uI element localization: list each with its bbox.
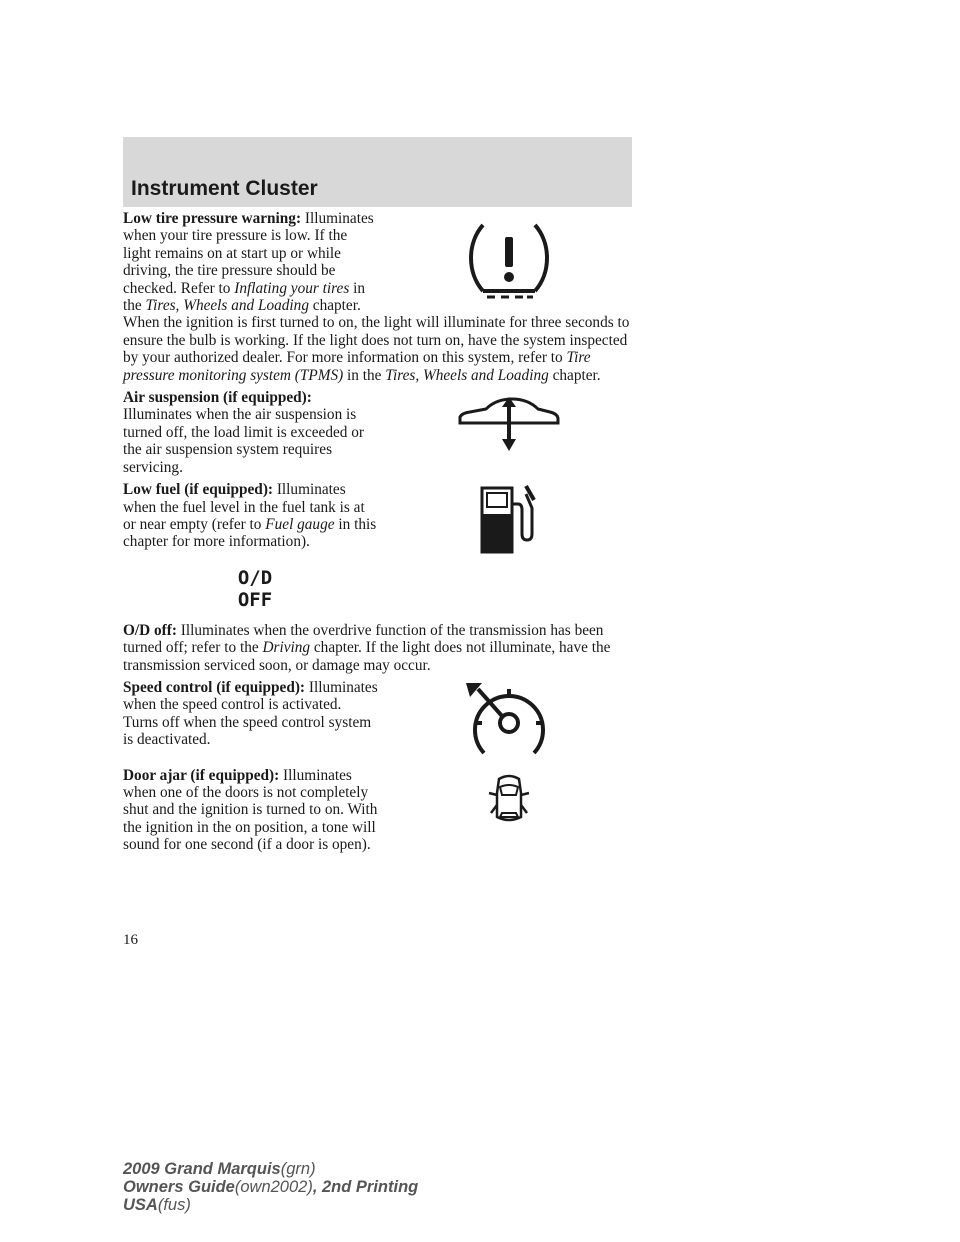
fuel-pump-icon (386, 481, 632, 559)
cross-reference: Driving (262, 639, 311, 657)
section-body: Illuminates when one of the doors is not completely shut and the ignition is turned to on. With the ignition in the on position, a tone will sound for one second (if a door is open). (123, 766, 378, 854)
footer-guide-code: (own2002) (234, 1178, 313, 1196)
section-body: chapter. (548, 366, 601, 384)
section-body: Illuminates when the fuel level in the fuel tank is at or near empty (refer to (123, 481, 365, 533)
footer-model-code: (grn) (280, 1160, 316, 1178)
cross-reference: Tires, Wheels and Loading (385, 366, 549, 384)
section-body: Illuminates when the overdrive function of the transmission has been turned off; refer to the (123, 621, 604, 657)
od-off-icon-line1: O/D (237, 566, 273, 589)
section-door-ajar (123, 767, 632, 854)
footer-line-2 (123, 1178, 418, 1196)
section-speed-control (123, 679, 632, 749)
section-air-suspension (123, 389, 632, 476)
section-low-fuel (123, 481, 632, 551)
od-off-icon-line2: OFF (237, 588, 273, 611)
section-heading: Low tire pressure warning: (123, 210, 302, 227)
section-body: Illuminates when the air suspension is turned off, the load limit is exceeded or the air suspension system requires servicing. (123, 406, 364, 476)
section-body: in the (123, 279, 366, 315)
header-band (123, 137, 632, 207)
tire-pressure-warning-icon (386, 210, 632, 310)
footer-market: USA (123, 1196, 158, 1214)
footer-line-3 (123, 1196, 418, 1214)
cross-reference: Tire pressure monitoring system (TPMS) (123, 349, 591, 384)
section-heading: Air suspension (if equipped): (123, 389, 312, 407)
section-heading: Speed control (if equipped): (123, 678, 306, 696)
section-body: Illuminates when the speed control is activated. Turns off when the speed control system is deactivated. (123, 678, 378, 749)
section-heading: O/D off: (123, 621, 177, 639)
section-heading: Door ajar (if equipped): (123, 766, 280, 784)
section-body: Illuminates when your tire pressure is low. If the light remains on at start up or while driving, the tire pressure should be checked. Refer to (123, 210, 374, 297)
footer (123, 1160, 418, 1214)
section-body: chapter. If the light does not illuminate, have the transmission serviced soon, or damage may occur. (123, 639, 611, 674)
cross-reference: Fuel gauge (265, 515, 335, 533)
footer-printing: , 2nd Printing (312, 1178, 419, 1196)
page-title: Instrument Cluster (131, 177, 318, 200)
section-heading: Low fuel (if equipped): (123, 481, 274, 499)
od-off-icon (132, 556, 378, 622)
air-suspension-icon (386, 389, 632, 461)
section-od-off (123, 556, 632, 674)
footer-market-code: (fus) (157, 1196, 191, 1214)
cross-reference: Tires, Wheels and Loading (145, 297, 309, 315)
main-content (123, 210, 632, 859)
section-body: in the (343, 366, 386, 384)
footer-line-1 (123, 1160, 418, 1178)
door-ajar-icon (386, 767, 632, 839)
speed-control-icon (386, 679, 632, 759)
page-number: 16 (123, 932, 138, 948)
cross-reference: Inflating your tires (234, 279, 350, 297)
section-low-tire-pressure (123, 210, 632, 384)
footer-guide: Owners Guide (123, 1178, 235, 1196)
section-body: in this chapter for more information). (123, 515, 377, 551)
footer-model: 2009 Grand Marquis (123, 1160, 281, 1178)
section-body: chapter. When the ignition is first turned to on, the light will illuminate for three seconds to ensure the bulb is working. If the light does not turn on, have the system inspected by your authorized dealer. For more information on this system, refer to (123, 297, 630, 367)
